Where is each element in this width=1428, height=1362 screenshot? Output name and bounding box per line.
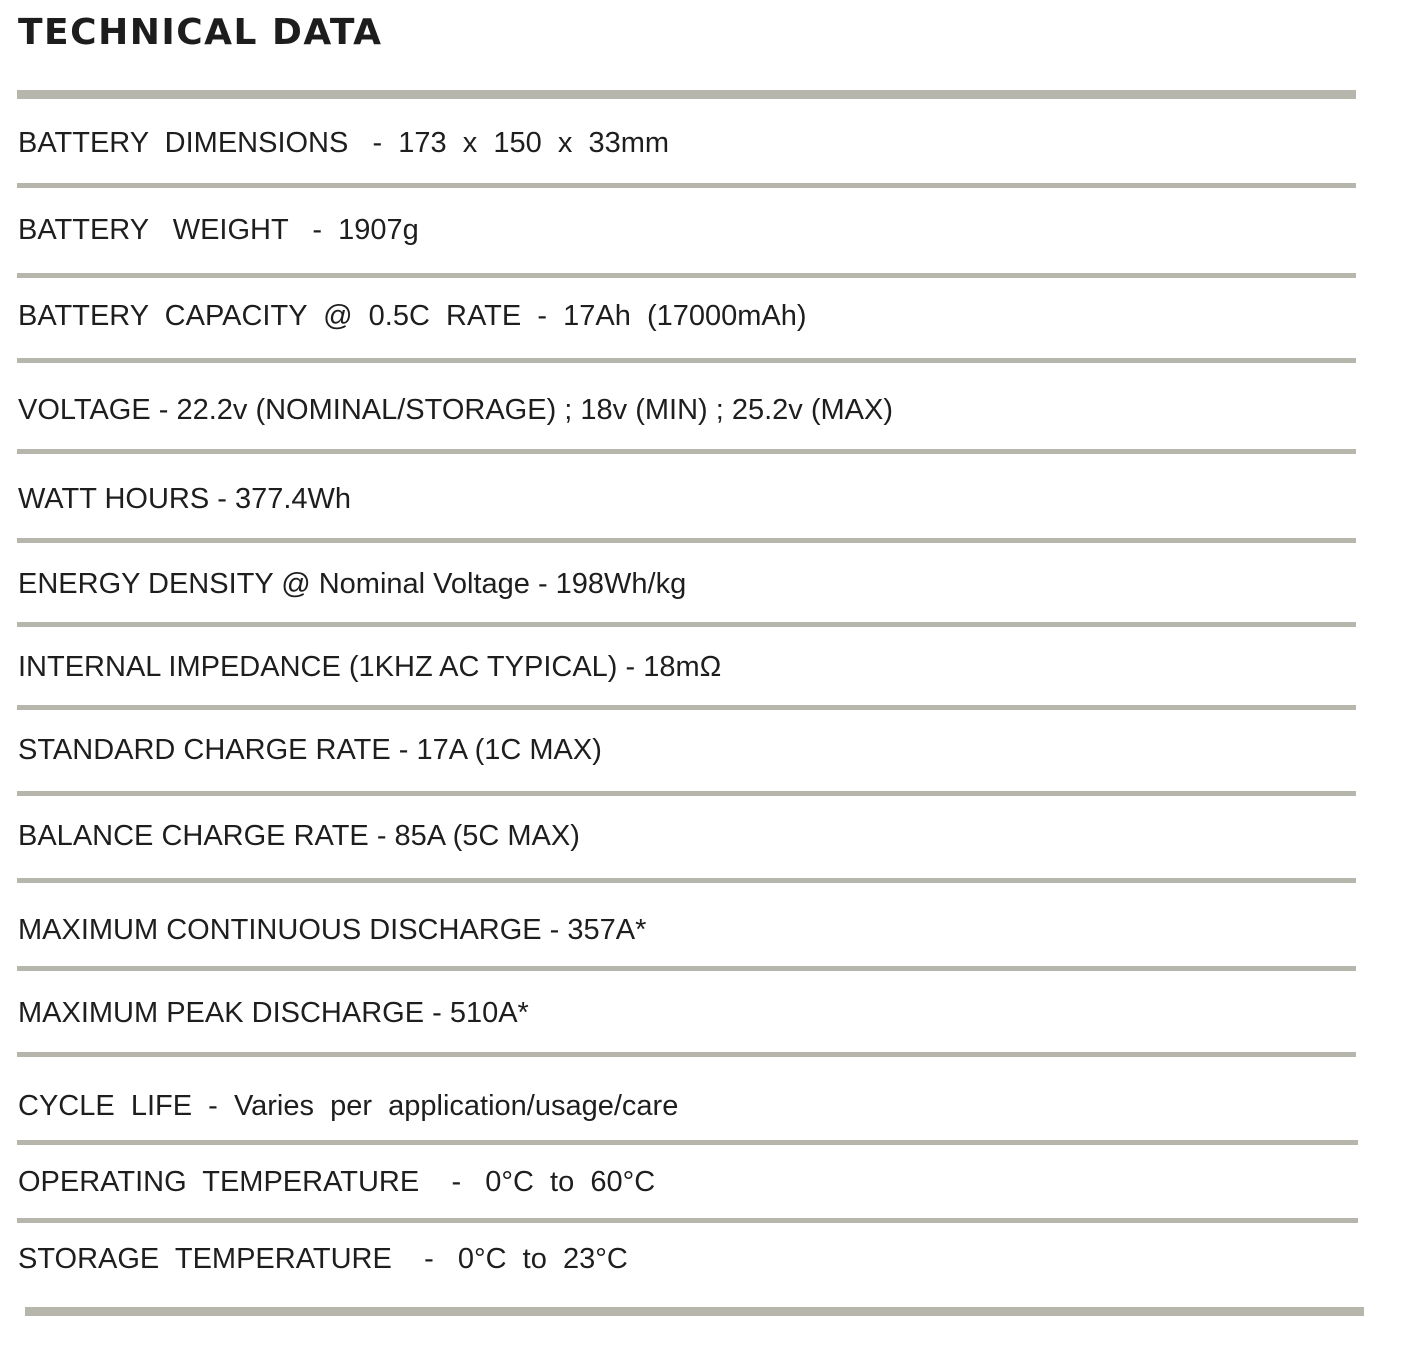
row-divider bbox=[17, 622, 1356, 627]
row-divider bbox=[17, 878, 1356, 883]
row-divider bbox=[17, 791, 1356, 796]
row-divider bbox=[17, 1052, 1356, 1057]
spec-battery-dimensions: BATTERY DIMENSIONS - 173 x 150 x 33mm bbox=[18, 127, 670, 159]
row-divider bbox=[17, 183, 1356, 188]
top-divider bbox=[17, 90, 1356, 99]
spec-watt-hours: WATT HOURS - 377.4Wh bbox=[18, 483, 352, 515]
spec-standard-charge-rate: STANDARD CHARGE RATE - 17A (1C MAX) bbox=[18, 734, 602, 766]
row-divider bbox=[17, 538, 1356, 543]
spec-max-peak-discharge: MAXIMUM PEAK DISCHARGE - 510A* bbox=[18, 997, 529, 1029]
row-divider bbox=[17, 273, 1356, 278]
spec-operating-temperature: OPERATING TEMPERATURE - 0°C to 60°C bbox=[18, 1166, 656, 1198]
spec-internal-impedance: INTERNAL IMPEDANCE (1KHZ AC TYPICAL) - 18mΩ bbox=[18, 651, 722, 683]
row-divider bbox=[17, 1140, 1358, 1145]
page-title: TECHNICAL DATA bbox=[18, 12, 383, 53]
spec-battery-capacity: BATTERY CAPACITY @ 0.5C RATE - 17Ah (17000mAh) bbox=[18, 300, 807, 332]
spec-energy-density: ENERGY DENSITY @ Nominal Voltage - 198Wh/kg bbox=[18, 568, 687, 600]
row-divider bbox=[17, 966, 1356, 971]
row-divider bbox=[17, 705, 1356, 710]
row-divider bbox=[17, 1218, 1358, 1223]
spec-cycle-life: CYCLE LIFE - Varies per application/usage/care bbox=[18, 1090, 679, 1122]
spec-max-continuous-discharge: MAXIMUM CONTINUOUS DISCHARGE - 357A* bbox=[18, 914, 647, 946]
spec-balance-charge-rate: BALANCE CHARGE RATE - 85A (5C MAX) bbox=[18, 820, 580, 852]
row-divider bbox=[17, 358, 1356, 363]
spec-battery-weight: BATTERY WEIGHT - 1907g bbox=[18, 214, 419, 246]
bottom-divider bbox=[25, 1307, 1364, 1316]
spec-storage-temperature: STORAGE TEMPERATURE - 0°C to 23°C bbox=[18, 1243, 628, 1275]
spec-voltage: VOLTAGE - 22.2v (NOMINAL/STORAGE) ; 18v (MIN) ; 25.2v (MAX) bbox=[18, 394, 894, 426]
row-divider bbox=[17, 449, 1356, 454]
